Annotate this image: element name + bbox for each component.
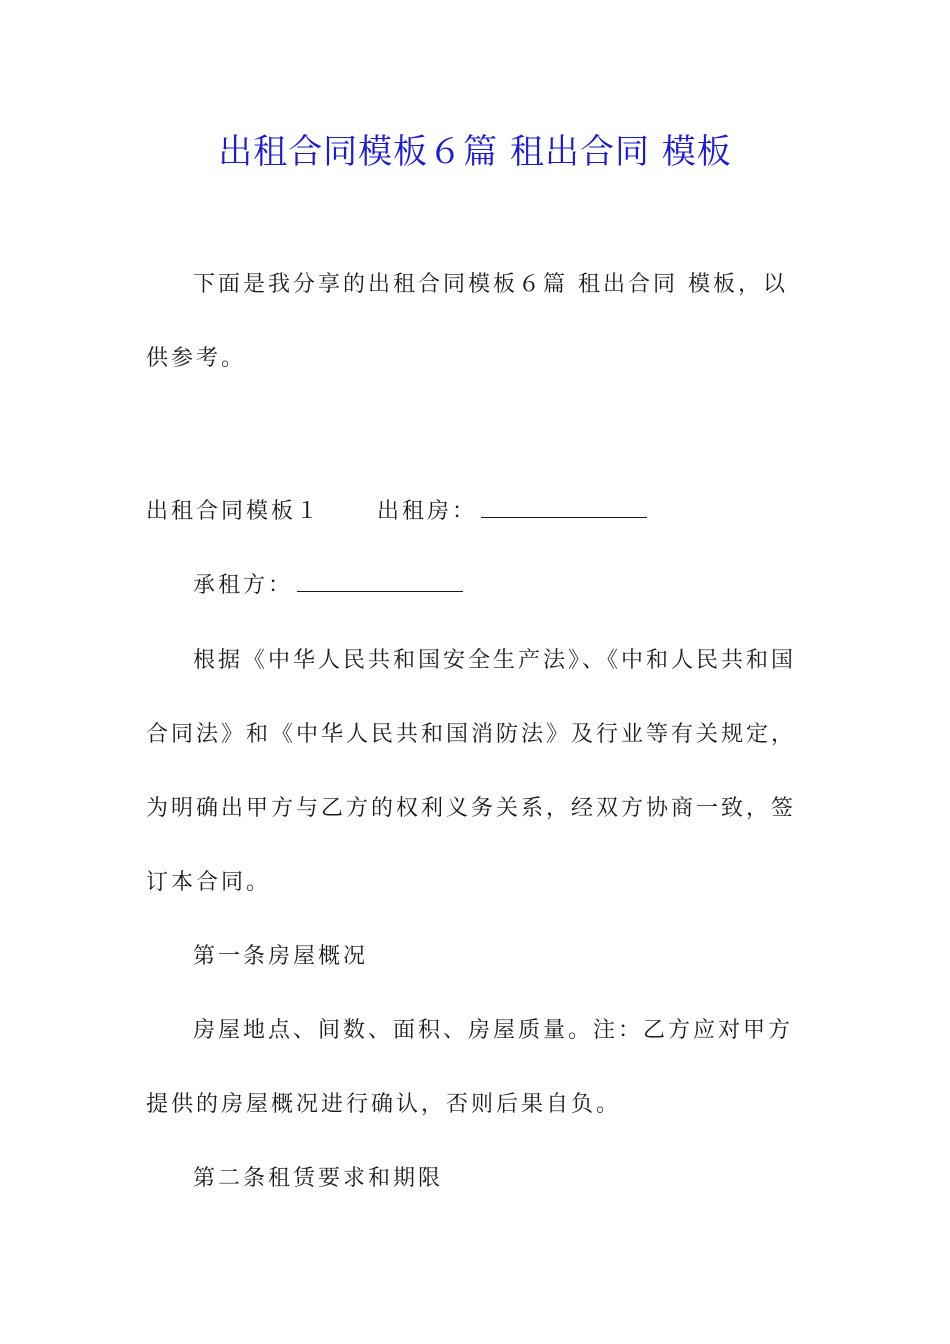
document-title: 出租合同模板６篇 租出合同 模板	[218, 132, 732, 172]
basis-paragraph: 根据《中华人民共和国安全生产法》、《中和人民共和国合同法》和《中华人民共和国消防法》及行业等有关规定，为明确出甲方与乙方的权利义务关系，经双方协商一致，签订本合同。	[146, 648, 797, 895]
tenant-blank-field	[297, 569, 463, 592]
article-1-heading: 第一条房屋概况	[193, 944, 369, 969]
contract-parties-line	[146, 492, 647, 532]
intro-paragraph: 下面是我分享的出租合同模板６篇 租出合同 模板，以供参考。	[146, 272, 788, 371]
landlord-blank-field	[481, 495, 647, 518]
tenant-line	[193, 566, 463, 606]
article-1-text: 房屋地点、间数、面积、房屋质量。注：乙方应对甲方提供的房屋概况进行确认，否则后果自负。	[146, 1018, 794, 1117]
article-2-heading: 第二条租赁要求和期限	[193, 1166, 444, 1191]
tenant-label: 承租方：	[193, 573, 294, 598]
landlord-label: 出租房：	[377, 499, 478, 524]
section-heading: 出租合同模板１	[146, 499, 322, 524]
